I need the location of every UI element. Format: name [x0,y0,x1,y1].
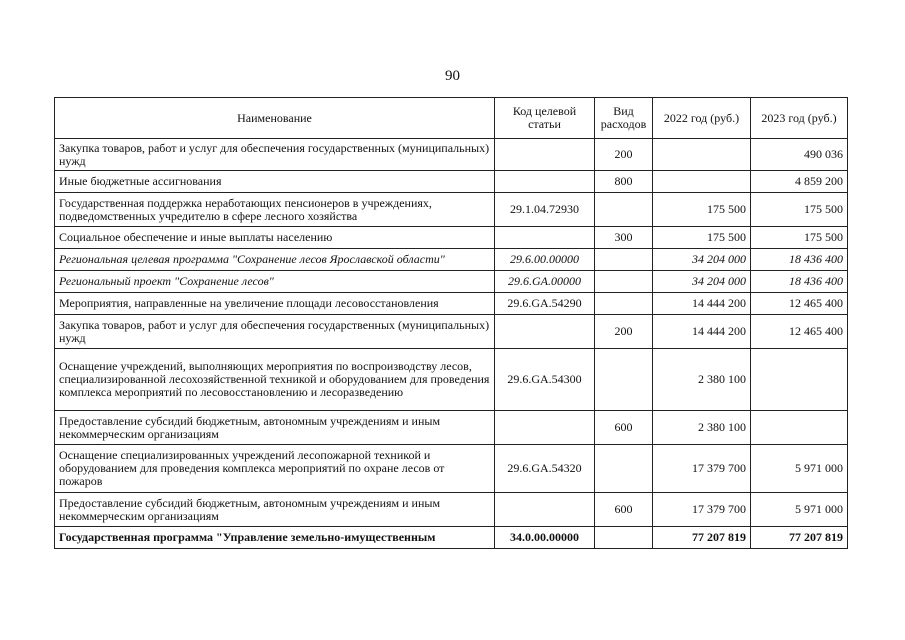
cell-kind [595,193,653,227]
cell-2023: 12 465 400 [751,293,848,315]
table-row [55,171,848,193]
cell-kind [595,445,653,493]
header-2022: 2022 год (руб.) [653,98,751,139]
cell-2022: 2 380 100 [653,411,751,445]
cell-kind: 300 [595,227,653,249]
cell-name: Государственная поддержка неработающих пенсионеров в учреждениях, подведомственных учредителю в сфере лесного хозяйства [55,193,495,227]
table-row [55,227,848,249]
cell-code: 29.6.GA.54300 [495,349,595,411]
cell-2022: 14 444 200 [653,315,751,349]
cell-code [495,315,595,349]
cell-name: Предоставление субсидий бюджетным, автономным учреждениям и иным некоммерческим организациям [55,411,495,445]
table-row [55,293,848,315]
header-kind: Вид расходов [595,98,653,139]
cell-name: Предоставление субсидий бюджетным, автономным учреждениям и иным некоммерческим организациям [55,493,495,527]
table-row [55,527,848,549]
cell-2023: 175 500 [751,193,848,227]
cell-kind [595,271,653,293]
cell-2023: 18 436 400 [751,249,848,271]
cell-name: Оснащение учреждений, выполняющих мероприятия по воспроизводству лесов, специализированной лесохозяйственной техникой и оборудованием для проведения комплекса мероприятий по лесовосстановлению и лесоразведению [55,349,495,411]
cell-kind: 200 [595,315,653,349]
cell-code [495,139,595,171]
header-2023: 2023 год (руб.) [751,98,848,139]
cell-kind [595,249,653,271]
cell-code [495,493,595,527]
cell-code: 29.6.GA.54290 [495,293,595,315]
cell-name: Государственная программа "Управление земельно-имущественным [55,527,495,549]
table-row [55,411,848,445]
cell-name: Иные бюджетные ассигнования [55,171,495,193]
cell-code: 34.0.00.00000 [495,527,595,549]
cell-2022: 14 444 200 [653,293,751,315]
cell-kind [595,527,653,549]
cell-2022: 34 204 000 [653,249,751,271]
table-row [55,139,848,171]
table-body [55,139,848,549]
cell-name: Оснащение специализированных учреждений лесопожарной техникой и оборудованием для проведения комплекса мероприятий по охране лесов от пожаров [55,445,495,493]
cell-code [495,171,595,193]
cell-name: Мероприятия, направленные на увеличение площади лесовосстановления [55,293,495,315]
cell-2023 [751,349,848,411]
cell-code: 29.6.00.00000 [495,249,595,271]
header-code: Код целевой статьи [495,98,595,139]
table-row [55,315,848,349]
cell-2023 [751,411,848,445]
cell-2022: 2 380 100 [653,349,751,411]
table-row [55,271,848,293]
table-row [55,193,848,227]
cell-2023: 12 465 400 [751,315,848,349]
cell-code: 29.1.04.72930 [495,193,595,227]
cell-kind [595,349,653,411]
cell-2022: 17 379 700 [653,445,751,493]
cell-kind: 600 [595,493,653,527]
page-number: 90 [445,68,460,84]
cell-2022: 34 204 000 [653,271,751,293]
cell-code: 29.6.GA.00000 [495,271,595,293]
cell-2022: 77 207 819 [653,527,751,549]
cell-2023: 5 971 000 [751,493,848,527]
cell-name: Региональная целевая программа "Сохранение лесов Ярославской области" [55,249,495,271]
cell-2023: 77 207 819 [751,527,848,549]
cell-code: 29.6.GA.54320 [495,445,595,493]
cell-kind [595,293,653,315]
cell-2022 [653,171,751,193]
cell-code [495,227,595,249]
cell-2022 [653,139,751,171]
cell-2022: 175 500 [653,227,751,249]
cell-2023: 175 500 [751,227,848,249]
table-row [55,249,848,271]
header-name: Наименование [55,98,495,139]
cell-2022: 175 500 [653,193,751,227]
budget-table [54,97,848,549]
cell-name: Региональный проект "Сохранение лесов" [55,271,495,293]
cell-kind: 600 [595,411,653,445]
cell-kind: 800 [595,171,653,193]
cell-2023: 18 436 400 [751,271,848,293]
cell-name: Закупка товаров, работ и услуг для обеспечения государственных (муниципальных) нужд [55,315,495,349]
cell-2023: 490 036 [751,139,848,171]
table-row [55,349,848,411]
cell-code [495,411,595,445]
cell-2022: 17 379 700 [653,493,751,527]
table-row [55,445,848,493]
cell-2023: 4 859 200 [751,171,848,193]
cell-name: Закупка товаров, работ и услуг для обеспечения государственных (муниципальных) нужд [55,139,495,171]
cell-kind: 200 [595,139,653,171]
cell-2023: 5 971 000 [751,445,848,493]
table-row [55,493,848,527]
cell-name: Социальное обеспечение и иные выплаты населению [55,227,495,249]
table-header-row [55,98,848,139]
